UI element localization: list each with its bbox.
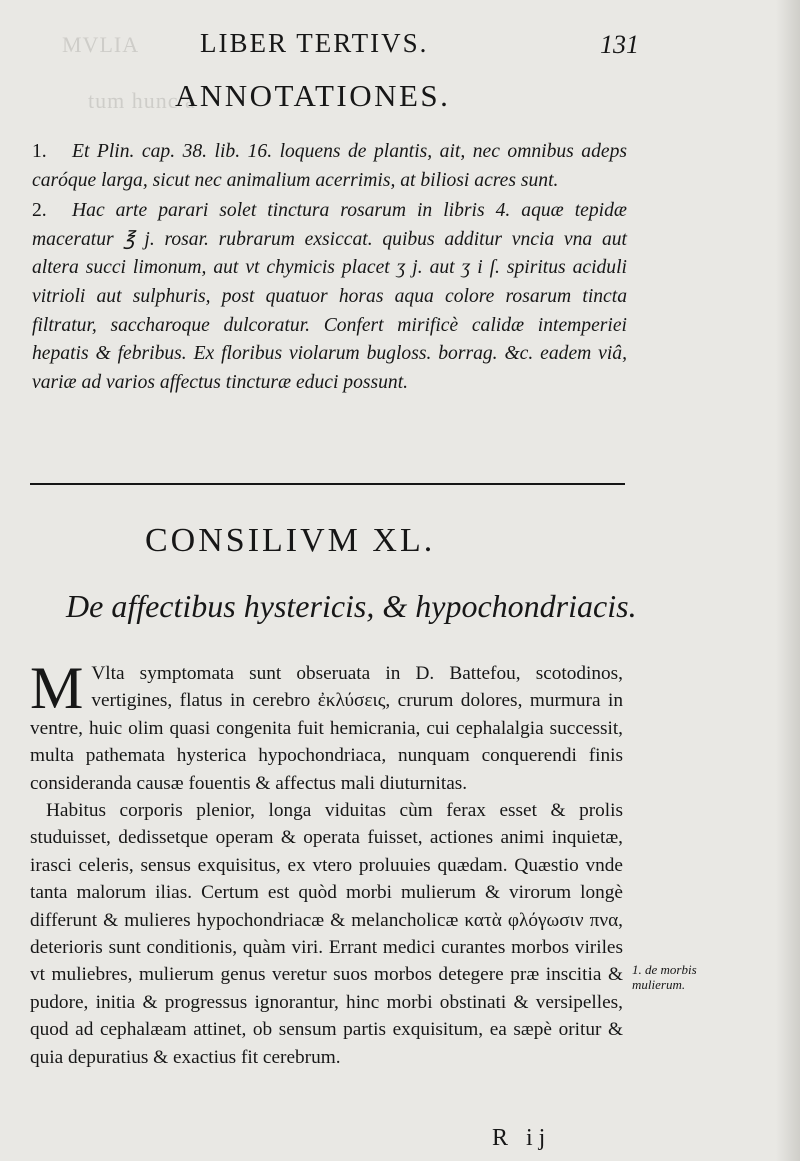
annotation-text: Et Plin. cap. 38. lib. 16. loquens de plantis, ait, nec omnibus adeps caróque larga, sicut nec animalium acerrimis, at biliosi acres sunt. [32, 141, 627, 191]
chapter-subtitle: De affectibus hystericis, & hypochondriacis. [66, 588, 637, 624]
annotation-2 [32, 197, 627, 397]
running-head: LIBER TERTIVS. [200, 28, 429, 58]
drop-cap: M [30, 655, 84, 721]
annotation-text: Hac arte parari solet tinctura rosarum in libris 4. aquæ tepidæ maceratur ℥ j. rosar. rubrarum exsiccat. quibus additur vncia vna aut altera succi limonum, aut vt chymicis placet ʒ j. aut ʒ i ſ. spiritus aciduli vitrioli aut sulphuris, post quatuor horas aqua colore rosarum tincta filtratur, saccharoque dulcoratur. Confert mirificè calidæ intemperiei hepatis & febribus. Ex floribus violarum bugloss. borrag. &c. eadem viâ, variæ ad varios affectus tincturæ educi possunt. [32, 200, 627, 393]
annotation-number: 1. [32, 141, 47, 162]
section-title: ANNOTATIONES. [175, 78, 451, 113]
paragraph-text: Habitus corporis plenior, longa viduitas cùm ferax esset & prolis studuisset, dedissetque operam & operata fuisset, actiones animi inquietæ, irasci celeris, sensus exquisitus, ex vtero proluuies quædam. Quæstio vnde tanta malorum ilias. Certum est quòd morbi mulierum & virorum longè differunt & mulieres hypochondriacæ & melancholicæ κατὰ φλόγωσιν πνα, deterioris sunt conditionis, quàm viri. Errant medici curantes morbos viriles vt muliebres, mulierum genus veretur suos morbos detegere præ inscitia & pudore, initia & progressus ignorantur, hinc morbi obstinati & versipelles, quod ad cephalæam attinet, ob sensum partis exquisitum, ea sæpè oritur & quia depuratius & exactius fit cerebrum. [30, 800, 623, 1068]
show-through-text: tum hunc a [88, 88, 196, 113]
section-divider [30, 483, 625, 485]
marginal-note: 1. de morbis mulierum. [632, 962, 697, 992]
annotation-1 [32, 138, 627, 195]
signature-mark: R ij [492, 1125, 552, 1151]
paragraph-text: Vlta symptomata sunt obseruata in D. Battefou, scotodinos, vertigines, flatus in cerebro ἐκλύσεις, crurum dolores, murmura in ventre, huic olim quasi congenita fuit hemicrania, cui cephalalgia successit, multa pathemata hysterica hypochondriaca, nunquam conquerendi finis consideranda causæ fouentis & affectus mali diuturnitas. [30, 663, 623, 794]
page-edge [776, 0, 800, 1161]
page-number: 131 [600, 30, 639, 59]
show-through-text: MVLIA [62, 32, 140, 57]
annotation-number: 2. [32, 200, 47, 222]
chapter-body [30, 655, 623, 1071]
paragraph-2 [30, 797, 623, 1071]
paragraph-1 [30, 655, 623, 797]
annotations [32, 138, 627, 399]
chapter-title: CONSILIVM XL. [145, 522, 436, 559]
